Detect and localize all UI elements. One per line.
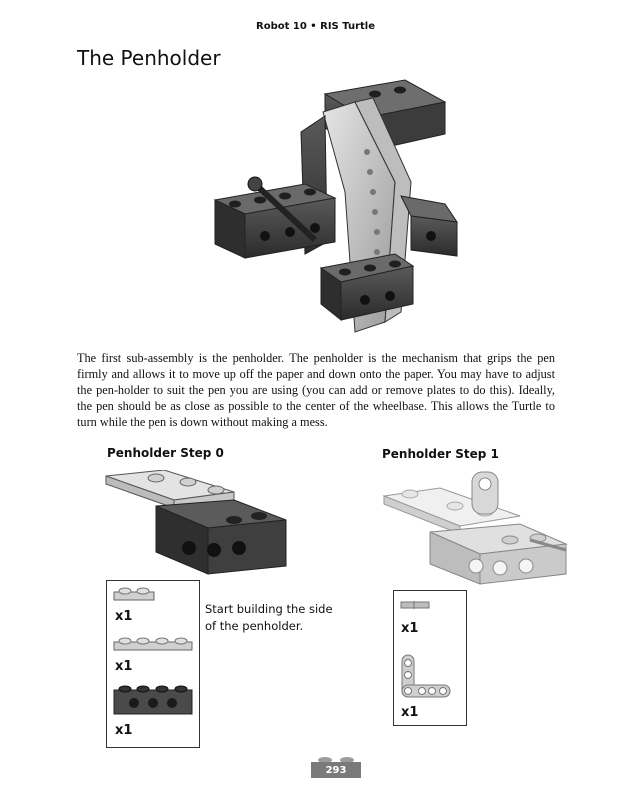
technic-l-liftarm-light-gray-icon [400,653,452,699]
step-1-part-1-qty: x1 [401,621,419,636]
step-0-caption: Start building the side of the penholder. [205,602,333,633]
step-1-parts-callout [393,590,467,726]
step-0-part-1-qty: x1 [115,609,133,624]
step-0-title: Penholder Step 0 [107,446,224,460]
plate-1x4-light-gray-icon [113,637,193,651]
step-0-part-3-qty: x1 [115,723,133,738]
running-head: Robot 10 • RIS Turtle [256,21,375,32]
step-0-build-render [104,470,290,580]
step-1-title: Penholder Step 1 [382,447,499,461]
step-0-parts-callout [106,580,200,748]
section-title: The Penholder [77,46,221,70]
page-number: 293 [325,765,347,776]
page-number-tab [311,756,361,778]
step-1-part-2-qty: x1 [401,705,419,720]
plate-1x2-light-gray-icon [113,587,155,601]
step-1-build-render [380,470,570,590]
penholder-assembly-render [205,72,465,344]
technic-beam-1x4-dark-gray-icon [113,685,193,715]
body-paragraph: The first sub-assembly is the penholder. The penholder is the mechanism that grips the pen firmly and allows it to move up off the paper and down onto the paper. You may have to adjust the pen-holder to suit the pen you are using (you can add or remove plates to do this). Ideally, the pen should be as close as possible to the center of the wheelbase. This allows the Turtle to turn while the pen is down without making a mess. [77,351,555,429]
axle-pin-light-gray-icon [400,599,430,611]
step-0-part-2-qty: x1 [115,659,133,674]
